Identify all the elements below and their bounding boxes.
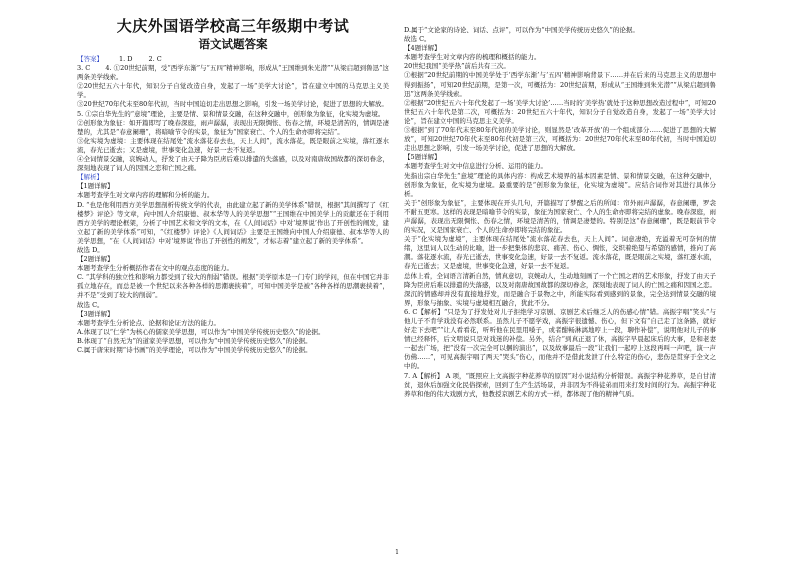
right-paragraph: 本题考查学生对文章内容的梳理和概括的能力。	[404, 53, 541, 62]
right-paragraph: 关于“创形象为象征”，主要体现在开头几句，开篇描写了梦醒之后的所闻：帘外雨声潺潺，春意阑珊，罗衾不耐五更寒。这样的表现是暗喻节令的实景，象征为国家衰亡、个人的生命亦即将完结的虚象。晚春深庭，雨声潺潺，表现出无限惆怅、伤春之情，环境是清苦的，情调是凄楚的。特别是这“春意阑珊”，既是眼前节令的实况，又是国家衰亡、个人的生命亦即将完结的象征。	[404, 198, 716, 235]
answer-2: 2. C	[148, 55, 162, 63]
left-paragraph: 故选 C。	[77, 300, 104, 309]
right-paragraph: 本题考查学生对文中信息进行分析、运用的能力。	[404, 162, 547, 171]
left-paragraph: 本题考查学生对文章内容的理解和分析的能力。	[77, 191, 214, 200]
answer-1: 1. D	[119, 55, 133, 63]
right-paragraph: D.属于“文论家的诗论、词话、点评”，可以作为“中国美学传统历史悠久”的论据。	[404, 26, 639, 34]
right-paragraph: 故选 C。	[404, 35, 431, 44]
right-paragraph: ②根据“20世纪五六十年代发起了一场‘美学大讨论’……当时的‘美学热’就处于这种思想改造过程中”，可知20世纪五六十年代是第二次，可概括为：20世纪五六十年代，知识分子自觉改造自身，发起了一场“美学大讨论”，旨在建立中国的马克思主义美学。	[404, 98, 716, 125]
right-paragraph: 6. C【解析】“只是为了抒发处对儿子拒绝学习京剧、京剧艺术后继乏人的伤感心情”错。高振宇唱“笑头”与他儿子不肯学戏没有必然联系。虽然儿子不愿学戏，高振宇很遗憾、伤心，但下文有“自己走了这条路，就好好走下去吧”“让人看看花，听听他在民里用嗓子，或者酣畅淋漓地哼上一段，聊作补偿”，说明他对儿子的事情已经释怀，后文明说只是对戏迷的补偿。另外，结合“到真正退了休，高振宇早晨起床后的大事，是和老妻一起去广场，把“没有一次完全可以捆的演出”，以及故事最后一段“让我们一起哼上这段再叫一声吧，演一声仿佛……”，可见高振宇唱了两天“哭头”伤心，而他并不是借此发泄了什么特定的伤心，悲伤是贯穿于全文之中的。	[404, 307, 716, 371]
left-paragraph: 【3题详解】	[77, 309, 114, 318]
right-paragraph: 【5题详解】	[404, 153, 441, 162]
left-paragraph: ③化实境为虚境：主要体现在结尾处“流水落花春去也，天上人间”，流水落花，既是眼前之实境，落红逐水流，春光已逝去；又是虚境，世事变化急速，好景一去不复返。	[77, 136, 389, 154]
right-paragraph: 关于“化实境为虚境”，主要体现在结尾处“流水落花春去也，天上人间”。词意凄绝，充溢着无可奈何的情绪，这里词人以生动的比喻，进一步把集体的悲哀、痛苦、伤心、惆怅，交织着绝望与希望的感情，推向了高潮。落花逐水流，春光已逝去，世事变化急速，好景一去不复返。流水落花，既是眼前之实境，落红逐水流，春光已逝去；又是虚境，世事变化急速，好景一去不复返。	[404, 235, 716, 271]
right-paragraph: 先指出宗白华先生“意境”理论的具体内容：构成艺术境界的基本因素是情、景和情景交融，在这种交融中，创形象为象征，化实境为虚境。最重要的是“创形象为象征，化实境为虚境”。应结合词作对其进行具体分析。	[404, 171, 716, 198]
answers-label: 【答案】	[77, 55, 103, 63]
left-paragraph: 【2题详解】	[77, 255, 114, 264]
left-paragraph: B.体现了“自然无为”的道家美学思想，可以作为“中国美学传统历史悠久”的论据。	[77, 336, 312, 345]
left-paragraph: 本题考查学生分析概括作者在文中的观点态度的能力。	[77, 264, 233, 273]
left-paragraph: 5. ①宗白华先生的“意境”理论，主要是情、景和情景交融，在这种交融中，创形象为象征，化实境为虚境。	[77, 109, 385, 118]
page-number: 1	[395, 549, 399, 556]
right-paragraph: 20世纪我国“美学热”前后共有三次。	[404, 62, 510, 71]
right-column	[404, 0, 716, 561]
answers-line	[77, 55, 389, 64]
left-paragraph: 3. C 4. ①20世纪前期，受“西学东渐”与“五四”精神影响，形成从“王国维到朱光潜”“从梁启超到鲁迅”这两条美学线索。	[77, 64, 389, 82]
left-paragraph: ④全词情景交融，哀婉动人，抒发了由天子降为臣虏后难以排遣的失落感，以及对南唐故国故都的深切眷念，深刻地表现了词人的因国之恋和亡国之痛。	[77, 155, 389, 173]
left-paragraph: C.属于唐宋时期“诗书画”的美学理论，可以作为“中国美学传统历史悠久”的论据。	[77, 346, 312, 354]
left-paragraph: D. “也是他利用西方美学思想剖析传统文学的代表，由此建立起了新的美学体系”错误，根据“其间撰写了《红楼梦》评论》等文章，向中国人介绍康德、叔本华等人的美学思想”“王国维在中国美学上的贡献还在于利用西方美学的理论框架，分析了中国艺术和文学的文本，在《人间词话》中对‘境界说’作出了开创性的阐发，建立起了新的美学体系”可知，“《红楼梦》评论》《人间词话》主要是王国维向中国人介绍康德、叔本华等人的美学思想，“在《人间词话》中对‘境界说’作出了开创性的阐发”，才标志着“建立起了新的美学体系”。	[77, 200, 389, 245]
left-body	[77, 64, 389, 355]
right-paragraph: 7. A【解析】 A 项，“既照应上文高振宇种花养草的原因”对小说结构分析错误。高振宇种花养草，是自甘清贫，退休后加强文化民俗探索，回到了生产生活场景，并非因为不得徒弟而用来打发时间的行为。高振宇种花养草和他的伟大戏剧方式，他教授京剧艺术的方式一样，都体现了他的精神气质。	[404, 371, 716, 398]
left-paragraph: ②20世纪五六十年代，知识分子自觉改造自身，发起了一场“美学大讨论”，旨在建立中国的马克思主义美学。	[77, 82, 389, 100]
left-paragraph: 本题考查学生分析论点、论据和论证方法的能力。	[77, 318, 220, 327]
left-paragraph: C. “其学科的独立性和影响力都受到了较大的削弱”错误。根据“美学原本是一门专门的学问，但在中国它并非孤立地存在，而总是被一个世纪以来各种各样的思潮裹挟着”，可知中国美学是被“各种各样的思潮裹挟着”，并不是“受到了较大的削弱”。	[77, 273, 389, 300]
left-paragraph: 故选 D。	[77, 245, 104, 254]
left-column	[77, 0, 389, 561]
page-title: 大庆外国语学校高三年级期中考试	[116, 17, 350, 35]
right-paragraph: 总体上看，全词语言清新自然，情真意切，哀婉动人，生动地刻画了一个亡国之君的艺术形象，抒发了由天子降为臣虏后难以排遣的失落感，以及对南唐故国故都的深切眷念，深刻地表现了词人的亡国之痛和因国之恋。深沉的情感却并没有直接地抒发，而是融合于景物之中，所能实际看到感到的景象，完全达到情景交融的境界，形象与抽象、实境与虚境相互融合，犹此不分。	[404, 271, 716, 307]
left-paragraph: 【解析】	[77, 173, 103, 182]
left-paragraph: 【1题详解】	[77, 182, 114, 191]
right-body	[404, 26, 716, 399]
left-paragraph: ②创形象为象征：如开篇即写了晚春深庭，雨声潺潺，表现出无限惆怅、伤春之情，环境是清苦的，情调是凄楚的，尤其是“春意阑珊”，将暗喻节令的实景，象征为“国家衰亡、个人的生命亦即将完结”。	[77, 118, 389, 136]
page-subtitle: 语文试题答案	[198, 37, 268, 51]
right-paragraph: 【4题详解】	[404, 44, 441, 53]
right-paragraph: ①根据“20世纪前期的中国美学处于‘西学东渐’与‘五四’精神影响背景下……并在后来的马克思主义的思想中得到振扬”，可知20世纪前期，是第一次，可概括为：20世纪前期，形成从“王国维到朱光潜”“从梁启超到鲁迅”这两条美学线索。	[404, 71, 716, 98]
right-paragraph: ③根据“到了70年代末至80年代初的美学讨论，则显然是‘改革开放’的一个组成部分……促进了思想的大解放”，可知20世纪70年代末至80年代初是第三次，可概括为：20世纪70年代末至80年代初，当时中国迫切走出思想之影响，引发一场美学讨论，促进了思想的大解放。	[404, 126, 716, 153]
left-paragraph: ③20世纪70年代末至80年代初，当时中国迫切走出思想之影响，引发一场美学讨论，促进了思想的大解放。	[77, 100, 388, 109]
left-paragraph: A.体现了以“仁学”为核心的儒家美学思想，可以作为“中国美学传统历史悠久”的论据。	[77, 327, 325, 336]
